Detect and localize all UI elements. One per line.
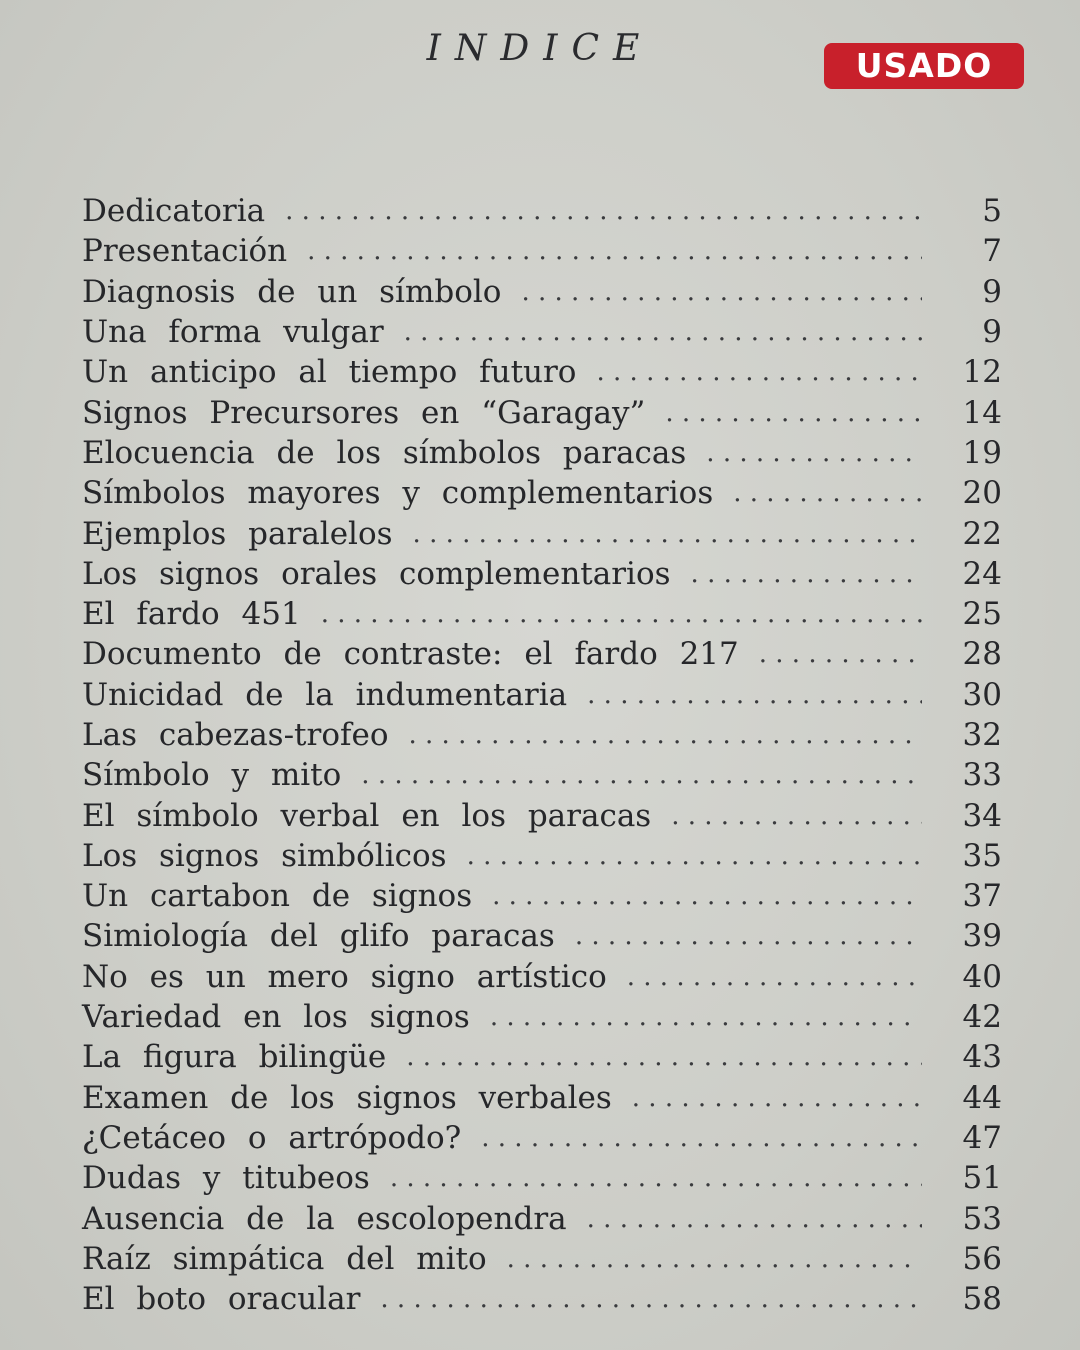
toc-entry-page: 28 [962, 636, 1002, 673]
toc-entry [82, 392, 1002, 432]
toc-entry [82, 1239, 1002, 1279]
toc-entry [82, 231, 1002, 271]
toc-entry [82, 715, 1002, 755]
toc-entry-page: 39 [962, 918, 1002, 955]
toc-entry [82, 433, 1002, 473]
toc-entry-page: 43 [962, 1039, 1002, 1076]
toc-entry-page: 5 [982, 193, 1002, 230]
toc-entry [82, 1158, 1002, 1198]
toc-entry-title: El símbolo verbal en los paracas [82, 797, 652, 834]
toc-entry-title: Un cartabon de signos [82, 878, 473, 915]
toc-entry-title: No es un mero signo artístico [82, 958, 607, 995]
toc-entry [82, 272, 1002, 312]
toc-entry-page: 14 [962, 394, 1002, 431]
table-of-contents [82, 191, 1002, 1319]
toc-entry-title: Examen de los signos verbales [82, 1079, 612, 1116]
toc-entry-page: 35 [962, 837, 1002, 874]
dot-leader [587, 1204, 922, 1234]
dot-leader [733, 478, 922, 508]
dot-leader [575, 921, 922, 951]
toc-entry [82, 1279, 1002, 1319]
toc-entry-title: Una forma vulgar [82, 314, 384, 351]
toc-entry [82, 554, 1002, 594]
toc-entry-page: 7 [982, 233, 1002, 270]
dot-leader [691, 559, 922, 589]
toc-entry-page: 19 [962, 434, 1002, 471]
toc-entry-title: Simiología del glifo paracas [82, 918, 555, 955]
dot-leader [587, 680, 922, 710]
dot-leader [307, 236, 922, 266]
toc-entry-title: Un anticipo al tiempo futuro [82, 354, 577, 391]
dot-leader [665, 398, 922, 428]
dot-leader [706, 438, 922, 468]
toc-entry-page: 33 [962, 757, 1002, 794]
dot-leader [406, 1042, 922, 1072]
toc-entry-title: Símbolos mayores y complementarios [82, 475, 714, 512]
toc-entry [82, 594, 1002, 634]
toc-entry [82, 916, 1002, 956]
toc-entry-page: 44 [962, 1079, 1002, 1116]
dot-leader [390, 1163, 922, 1193]
dot-leader [481, 1123, 922, 1153]
toc-entry-title: Unicidad de la indumentaria [82, 676, 568, 713]
toc-entry-title: Raíz simpática del mito [82, 1240, 487, 1277]
toc-entry-page: 30 [962, 676, 1002, 713]
toc-entry-title: Las cabezas-trofeo [82, 717, 389, 753]
toc-entry-page: 22 [962, 515, 1002, 552]
toc-entry [82, 1198, 1002, 1238]
dot-leader [507, 1244, 922, 1274]
dot-leader [492, 881, 922, 911]
toc-entry-page: 9 [982, 273, 1002, 310]
toc-entry-page: 47 [962, 1119, 1002, 1156]
toc-entry [82, 473, 1002, 513]
toc-entry [82, 876, 1002, 916]
dot-leader [361, 760, 922, 790]
dot-leader [285, 196, 922, 226]
dot-leader [596, 357, 922, 387]
dot-leader [671, 801, 922, 831]
toc-entry-title: Presentación [82, 233, 288, 270]
toc-entry [82, 634, 1002, 674]
toc-entry [82, 312, 1002, 352]
toc-entry-title: Ejemplos paralelos [82, 515, 393, 552]
toc-entry-title: Signos Precursores en “Garagay” [82, 394, 646, 431]
toc-entry-page: 40 [962, 958, 1002, 995]
toc-entry-page: 34 [962, 797, 1002, 834]
dot-leader [380, 1284, 922, 1314]
toc-entry-page: 53 [962, 1200, 1002, 1237]
toc-entry-title: La figura bilingüe [82, 1039, 387, 1076]
toc-entry [82, 513, 1002, 553]
dot-leader [521, 277, 922, 307]
toc-entry-title: Los signos orales complementarios [82, 555, 671, 592]
toc-entry [82, 675, 1002, 715]
toc-entry-page: 42 [962, 999, 1002, 1036]
page-title: INDICE [426, 28, 654, 69]
dot-leader [627, 962, 922, 992]
toc-entry-title: Diagnosis de un símbolo [82, 273, 502, 310]
dot-leader [321, 599, 922, 629]
toc-entry [82, 755, 1002, 795]
toc-entry [82, 1078, 1002, 1118]
dot-leader [632, 1083, 922, 1113]
toc-entry-title: ¿Cetáceo o artrópodo? [82, 1119, 462, 1156]
toc-entry-page: 24 [962, 555, 1002, 592]
dot-leader [409, 720, 923, 750]
toc-entry [82, 191, 1002, 231]
toc-entry-page: 25 [962, 596, 1002, 633]
toc-entry-page: 9 [982, 314, 1002, 351]
dot-leader [413, 519, 922, 549]
dot-leader [404, 317, 922, 347]
toc-entry [82, 1037, 1002, 1077]
toc-entry-page: 12 [962, 354, 1002, 391]
toc-entry [82, 997, 1002, 1037]
toc-entry-title: Dudas y titubeos [82, 1160, 370, 1197]
toc-entry-title: Símbolo y mito [82, 757, 342, 794]
toc-entry [82, 352, 1002, 392]
toc-entry [82, 795, 1002, 835]
toc-entry-page: 51 [962, 1160, 1002, 1197]
toc-entry-title: El fardo 451 [82, 596, 301, 633]
toc-entry-page: 37 [962, 878, 1002, 915]
used-badge: USADO [824, 43, 1024, 89]
toc-entry-title: Ausencia de la escolopendra [82, 1200, 567, 1237]
dot-leader [759, 639, 922, 669]
toc-entry-page: 20 [962, 475, 1002, 512]
toc-entry-title: Elocuencia de los símbolos paracas [82, 434, 687, 471]
toc-entry [82, 957, 1002, 997]
dot-leader [490, 1002, 922, 1032]
dot-leader [467, 841, 922, 871]
toc-entry-title: Dedicatoria [82, 193, 266, 230]
toc-entry [82, 1118, 1002, 1158]
toc-entry-title: Variedad en los signos [82, 999, 470, 1036]
toc-entry-title: Documento de contraste: el fardo 217 [82, 636, 739, 673]
toc-entry [82, 836, 1002, 876]
toc-entry-page: 32 [962, 717, 1002, 753]
toc-entry-page: 56 [962, 1240, 1002, 1277]
toc-entry-title: Los signos simbólicos [82, 837, 447, 874]
toc-entry-page: 58 [962, 1281, 1002, 1318]
toc-entry-title: El boto oracular [82, 1281, 361, 1318]
